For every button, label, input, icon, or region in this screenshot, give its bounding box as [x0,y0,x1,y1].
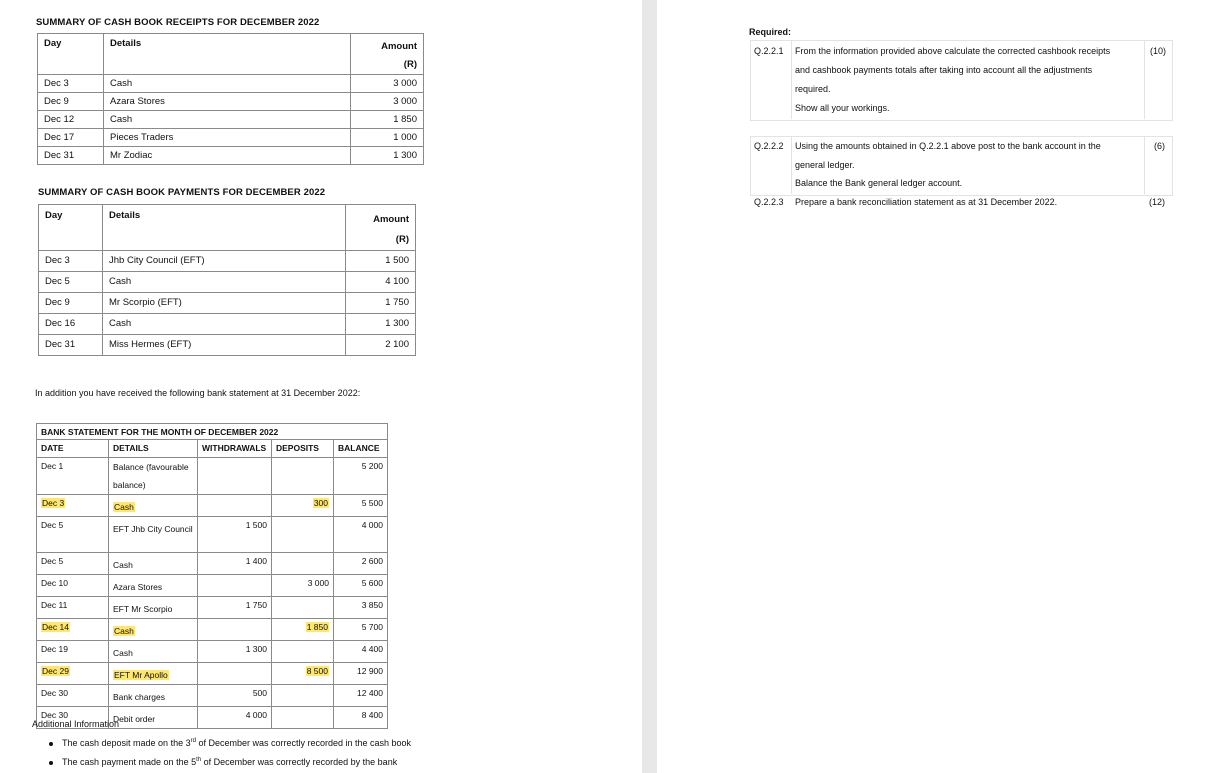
payments-amount: 1 500 [346,251,416,272]
payments-details: Mr Scorpio (EFT) [103,293,346,314]
bank-date: Dec 14 [37,619,109,641]
bank-details: Azara Stores [109,575,198,597]
question-number-3: Q.2.2.3 [754,197,784,207]
payments-day: Dec 16 [39,314,103,335]
bank-statement-table [36,423,388,729]
receipts-row [38,147,424,165]
bank-header-balance: BALANCE [334,440,388,458]
bank-header-date: DATE [37,440,109,458]
payments-details: Cash [103,272,346,293]
receipts-day: Dec 17 [38,129,104,147]
receipts-header-amount: Amount (R) [351,34,424,75]
bank-date: Dec 30 [37,707,109,729]
receipts-amount: 1 000 [351,129,424,147]
bank-row [37,685,388,707]
receipts-header-day: Day [38,34,104,75]
payments-details: Miss Hermes (EFT) [103,335,346,356]
payments-amount: 4 100 [346,272,416,293]
bank-details: Bank charges [109,685,198,707]
bank-balance: 12 900 [334,663,388,685]
bank-date: Dec 3 [37,495,109,517]
receipts-details: Cash [104,111,351,129]
bank-details: Cash [109,619,198,641]
bank-details: Cash [109,641,198,663]
payments-row [39,251,416,272]
bank-deposits: 300 [272,495,334,517]
payments-day: Dec 3 [39,251,103,272]
bank-header-details: DETAILS [109,440,198,458]
bullet-icon [49,742,53,746]
payments-header-amount: Amount (R) [346,205,416,251]
intro-text: In addition you have received the following bank statement at 31 December 2022: [35,388,361,398]
receipts-row [38,93,424,111]
additional-info-item: The cash deposit made on the 3rd of December was correctly recorded in the cash book [62,738,412,748]
bank-date: Dec 10 [37,575,109,597]
receipts-amount: 1 850 [351,111,424,129]
bank-header-deposits: DEPOSITS [272,440,334,458]
bank-deposits [272,553,334,575]
payments-row [39,293,416,314]
payments-row [39,335,416,356]
bullet-icon [49,761,53,765]
bank-withdrawals: 4 000 [198,707,272,729]
question-1-line-1: From the information provided above calculate the corrected cashbook receipts [795,46,1111,56]
bank-deposits: 1 850 [272,619,334,641]
bank-details: Cash [109,495,198,517]
bank-date: Dec 30 [37,685,109,707]
bank-deposits [272,458,334,495]
bank-row [37,517,388,553]
bank-details: Debit order [109,707,198,729]
bank-withdrawals [198,495,272,517]
payments-row [39,314,416,335]
receipts-day: Dec 3 [38,75,104,93]
additional-info-item: The cash payment made on the 5th of December was correctly recorded by the bank [62,757,398,767]
bank-deposits [272,517,334,553]
receipts-day: Dec 9 [38,93,104,111]
bank-date: Dec 29 [37,663,109,685]
bank-withdrawals: 1 400 [198,553,272,575]
bank-row [37,597,388,619]
payments-header-day: Day [39,205,103,251]
bank-row [37,458,388,495]
bank-date: Dec 5 [37,553,109,575]
receipts-day: Dec 12 [38,111,104,129]
page-right [657,0,1207,773]
receipts-day: Dec 31 [38,147,104,165]
question-2-line-3: Balance the Bank general ledger account. [795,178,963,188]
question-3-line-1: Prepare a bank reconciliation statement as at 31 December 2022. [795,197,1058,207]
receipts-title: SUMMARY OF CASH BOOK RECEIPTS FOR DECEMBER 2022 [36,17,320,28]
bank-row [37,575,388,597]
question-number-2: Q.2.2.2 [754,141,784,151]
receipts-details: Azara Stores [104,93,351,111]
bank-balance: 3 850 [334,597,388,619]
bank-date: Dec 5 [37,517,109,553]
bank-row [37,553,388,575]
receipts-amount: 1 300 [351,147,424,165]
payments-table [38,204,416,356]
bank-balance: 4 000 [334,517,388,553]
payments-amount: 1 750 [346,293,416,314]
receipts-details: Cash [104,75,351,93]
bank-deposits [272,597,334,619]
bank-withdrawals [198,575,272,597]
required-label: Required: [749,27,792,37]
bank-balance: 2 600 [334,553,388,575]
bank-withdrawals: 1 750 [198,597,272,619]
bank-details: EFT Mr Apollo [109,663,198,685]
payments-title: SUMMARY OF CASH BOOK PAYMENTS FOR DECEMBER 2022 [38,187,326,198]
question-3-marks: (12) [1149,197,1166,207]
bank-balance: 5 700 [334,619,388,641]
receipts-row [38,111,424,129]
question-2-line-1: Using the amounts obtained in Q.2.2.1 above post to the bank account in the [795,141,1101,151]
bank-details: Cash [109,553,198,575]
bank-balance: 4 400 [334,641,388,663]
bank-deposits: 8 500 [272,663,334,685]
payments-day: Dec 9 [39,293,103,314]
bank-balance: 5 500 [334,495,388,517]
bank-date: Dec 19 [37,641,109,663]
bank-withdrawals [198,458,272,495]
bank-withdrawals: 1 300 [198,641,272,663]
bank-row [37,663,388,685]
receipts-header-details: Details [104,34,351,75]
bank-statement-title: BANK STATEMENT FOR THE MONTH OF DECEMBER 2022 [37,424,388,440]
question-1-line-3: required. [795,84,831,94]
payments-amount: 1 300 [346,314,416,335]
bank-balance: 12 400 [334,685,388,707]
bank-details: EFT Mr Scorpio [109,597,198,619]
question-1-marks: (10) [1150,46,1167,56]
payments-details: Cash [103,314,346,335]
bank-details: EFT Jhb City Council [109,517,198,553]
bank-deposits [272,685,334,707]
question-1-line-2: and cashbook payments totals after taking into account all the adjustments [795,65,1093,75]
bank-balance: 8 400 [334,707,388,729]
receipts-amount: 3 000 [351,93,424,111]
bank-date: Dec 1 [37,458,109,495]
bank-deposits [272,707,334,729]
question-number-1: Q.2.2.1 [754,46,784,56]
question-2-line-2: general ledger. [795,160,855,170]
bank-date: Dec 11 [37,597,109,619]
question-2-marks: (6) [1154,141,1165,151]
receipts-row [38,129,424,147]
payments-details: Jhb City Council (EFT) [103,251,346,272]
question-1-line-4: Show all your workings. [795,103,890,113]
bank-withdrawals: 1 500 [198,517,272,553]
bank-row [37,641,388,663]
payments-amount: 2 100 [346,335,416,356]
bank-details: Balance (favourable balance) [109,458,198,495]
payments-row [39,272,416,293]
payments-day: Dec 5 [39,272,103,293]
additional-info-title: Additional Information [32,719,120,729]
receipts-details: Pieces Traders [104,129,351,147]
bank-withdrawals [198,619,272,641]
bank-balance: 5 600 [334,575,388,597]
payments-header-details: Details [103,205,346,251]
receipts-table [37,33,424,165]
bank-balance: 5 200 [334,458,388,495]
bank-deposits [272,641,334,663]
bank-withdrawals: 500 [198,685,272,707]
bank-withdrawals [198,663,272,685]
bank-header-withdrawals: WITHDRAWALS [198,440,272,458]
receipts-amount: 3 000 [351,75,424,93]
receipts-details: Mr Zodiac [104,147,351,165]
bank-deposits: 3 000 [272,575,334,597]
receipts-row [38,75,424,93]
bank-row [37,495,388,517]
payments-day: Dec 31 [39,335,103,356]
bank-row [37,619,388,641]
